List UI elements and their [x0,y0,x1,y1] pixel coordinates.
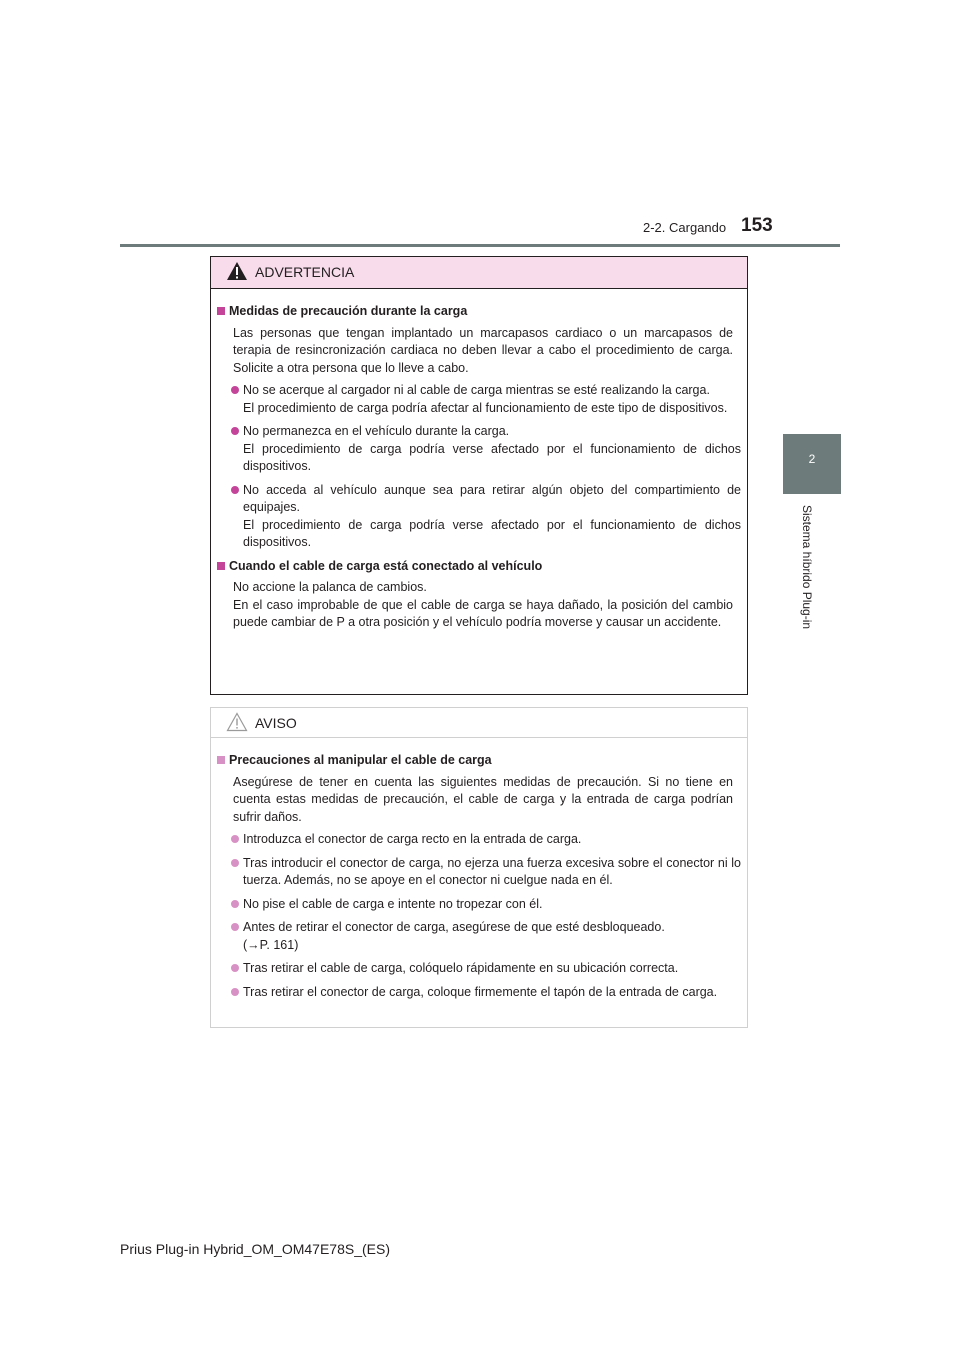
circle-bullet-icon [231,859,239,867]
page-number: 153 [741,215,773,236]
paragraph: Las personas que tengan implantado un marcapasos cardiaco o un marcapasos de terapia de resincronización cardiaca no deben llevar a cabo el procedimiento de carga. Solicite a otra persona que lo lleve a cabo. [233,325,733,375]
circle-bullet-icon [231,923,239,931]
section-title [217,303,741,321]
header-rule [120,244,840,247]
bullet-text: Tras retirar el cable de carga, colóquelo rápidamente en su ubicación correcta. [243,961,679,975]
bullet-text: El procedimiento de carga podría verse afectado por el funcionamiento de dichos dispositivos. [243,517,741,549]
bullet-text: No permanezca en el vehículo durante la carga. [243,424,510,438]
square-bullet-icon [217,562,225,570]
paragraph [233,579,733,632]
chapter-tab [783,434,841,494]
notice-box [210,707,748,1028]
bullet-item [217,423,741,476]
paragraph-line: En el caso improbable de que el cable de carga se haya dañado, la posición del cambio puede cambiar de P a otra posición y el vehículo podría moverse y causar un accidente. [233,597,733,629]
section-title-text: Medidas de precaución durante la carga [229,304,468,318]
bullet-item [217,831,741,849]
footer-doc-id: Prius Plug-in Hybrid_OM_OM47E78S_(ES) [120,1241,390,1257]
section-title [217,752,741,770]
square-bullet-icon [217,756,225,764]
circle-bullet-icon [231,486,239,494]
circle-bullet-icon [231,964,239,972]
circle-bullet-icon [231,835,239,843]
section-title-text: Precauciones al manipular el cable de carga [229,753,492,767]
bullet-text: No acceda al vehículo aunque sea para retirar algún objeto del compartimiento de equipajes. [243,482,741,514]
bullet-text: Antes de retirar el conector de carga, asegúrese de que esté desbloqueado. [243,920,665,934]
warning-title: ADVERTENCIA [255,264,355,280]
notice-title: AVISO [255,715,297,731]
bullet-text: Tras introducir el conector de carga, no ejerza una fuerza excesiva sobre el conector ni lo tuerza. Además, no se apoye en el conector ni cuelgue nada en él. [243,855,741,887]
chapter-label [800,505,820,655]
page-reference-link[interactable]: (→P. 161) [243,937,299,952]
caution-triangle-icon [226,712,248,732]
bullet-text: No pise el cable de carga e intente no tropezar con él. [243,896,543,911]
warning-header [211,257,747,289]
warning-triangle-icon [226,261,248,281]
section-title-text: Cuando el cable de carga está conectado al vehículo [229,558,543,573]
bullet-item [217,896,741,914]
bullet-item [217,960,741,978]
circle-bullet-icon [231,900,239,908]
bullet-item [217,855,741,890]
bullet-text: El procedimiento de carga podría afectar al funcionamiento de este tipo de dispositivos. [243,400,728,415]
paragraph-line: No accione la palanca de cambios. [233,580,427,594]
notice-body [211,738,747,1001]
chapter-tab-number: 2 [808,452,816,466]
circle-bullet-icon [231,427,239,435]
warning-body [211,289,747,632]
circle-bullet-icon [231,988,239,996]
notice-header [211,708,747,738]
paragraph: Asegúrese de tener en cuenta las siguientes medidas de precaución. Si no tiene en cuenta estas medidas de precaución, el cable de carga y la entrada de carga podrían sufrir daños. [233,774,733,824]
bullet-text: Tras retirar el conector de carga, coloque firmemente el tapón de la entrada de carga. [243,984,718,999]
section-title [217,558,741,576]
square-bullet-icon [217,307,225,315]
warning-box [210,256,748,695]
bullet-text: El procedimiento de carga podría verse afectado por el funcionamiento de dichos dispositivos. [243,441,741,473]
bullet-text: Introduzca el conector de carga recto en la entrada de carga. [243,832,582,846]
chapter-label-text: Sistema híbrido Plug-in [800,505,814,630]
bullet-item [217,482,741,552]
header-section: 2-2. Cargando [643,220,727,235]
bullet-text: No se acerque al cargador ni al cable de carga mientras se esté realizando la carga. [243,383,710,397]
bullet-item [217,919,741,954]
bullet-item [217,984,741,1002]
circle-bullet-icon [231,386,239,394]
bullet-item [217,382,741,417]
